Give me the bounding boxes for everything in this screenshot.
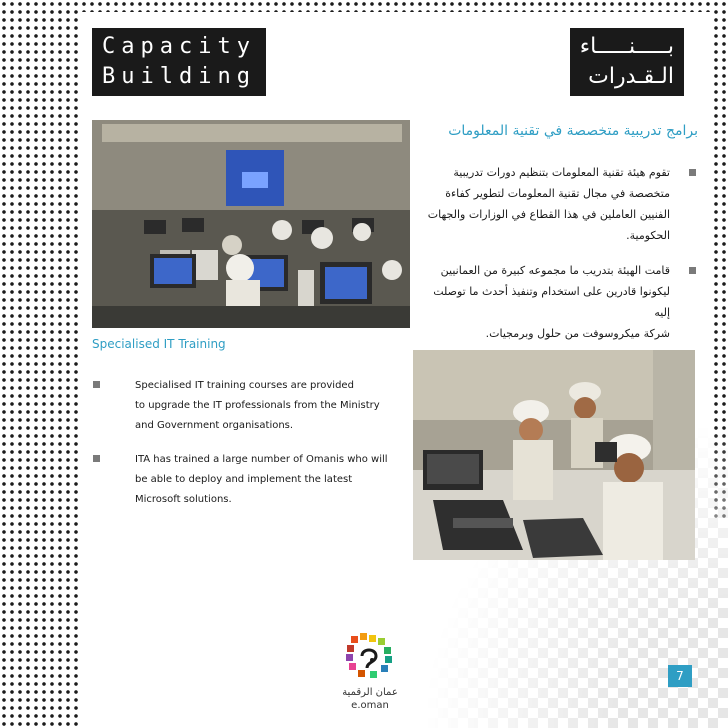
title-en-line1: Capacity [102, 34, 256, 59]
square-bullet-icon [93, 381, 100, 388]
list-item [426, 162, 696, 246]
title-ar-line2: الـقـدرات [588, 64, 674, 89]
title-en-line2: Building [102, 64, 256, 89]
logo-text-ar: عمان الرقمية [342, 687, 398, 698]
list-item-line: Specialised IT training courses are provided [135, 380, 354, 391]
square-bullet-icon [93, 455, 100, 462]
arabic-bullet-list [426, 162, 696, 358]
classroom-photo [92, 120, 410, 328]
list-item-line: to upgrade the IT professionals from the Ministry [135, 400, 380, 411]
list-item-text [135, 450, 392, 510]
eoman-logo [343, 630, 395, 682]
list-item-line: Microsoft solutions. [135, 494, 232, 505]
title-ar-line1: بـــــنـــــاء [579, 34, 674, 59]
page-number: 7 [668, 665, 692, 687]
square-bullet-icon [689, 169, 696, 176]
list-item-text [426, 260, 696, 344]
list-item-line: الحكومية. [626, 229, 670, 242]
list-item [92, 450, 392, 510]
list-item-line: ليكونوا قادرين على استخدام وتنفيذ أحدث ما توصلت إليه [433, 285, 670, 319]
list-item-text [426, 162, 696, 246]
list-item-line: تقوم هيئة تقنية المعلومات بتنظيم دورات تدريبية [453, 166, 670, 179]
list-item-line: متخصصة في مجال تقنية المعلومات لتطوير كفاءة [445, 187, 670, 200]
page-title-ar [570, 28, 684, 96]
english-section-heading: Specialised IT Training [92, 337, 226, 351]
dotted-border-left [0, 0, 78, 728]
trainees-photo [413, 350, 695, 560]
list-item-line: قامت الهيئة بتدريب ما مجموعه كبيرة من العمانيين [440, 264, 670, 277]
list-item [426, 260, 696, 344]
page-title-en [92, 28, 266, 96]
arabic-section-heading: برامج تدريبية متخصصة في تقنية المعلومات [448, 123, 698, 139]
square-bullet-icon [689, 267, 696, 274]
logo-text-en: e.oman [351, 700, 389, 711]
list-item-line: and Government organisations. [135, 420, 294, 431]
english-bullet-list [92, 376, 392, 524]
list-item [92, 376, 392, 436]
list-item-text [135, 376, 392, 436]
list-item-line: الفنيين العاملين في هذا القطاع في الوزارات والجهات [427, 208, 670, 221]
dotted-border-top [0, 0, 728, 12]
list-item-line: ITA has trained a large number of Omanis who will [135, 454, 388, 465]
list-item-line: be able to deploy and implement the latest [135, 474, 353, 485]
list-item-line: شركة ميكروسوفت من حلول وبرمجيات. [485, 327, 670, 340]
